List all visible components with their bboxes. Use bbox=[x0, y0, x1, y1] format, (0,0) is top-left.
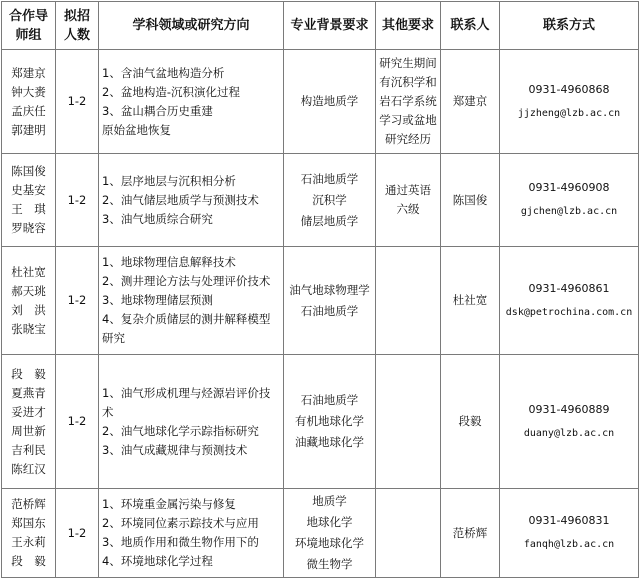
advisor-name: 陈红汉 bbox=[11, 461, 46, 476]
header-group: 合作导 师组 bbox=[2, 2, 56, 50]
advisor-name: 周世新 bbox=[11, 423, 46, 438]
table-row bbox=[2, 154, 639, 247]
other-requirements bbox=[376, 489, 441, 578]
topic-item: 2、测井理论方法与处理评价技术 bbox=[102, 274, 271, 288]
advisor-name: 段 毅 bbox=[11, 366, 46, 381]
other-item: 通过英语 bbox=[385, 183, 431, 197]
background-item: 储层地质学 bbox=[300, 213, 359, 228]
research-topics bbox=[99, 50, 284, 154]
phone-number: 0931-4960908 bbox=[528, 181, 610, 194]
advisor-name: 王 琪 bbox=[11, 202, 46, 216]
enroll-count: 1-2 bbox=[56, 489, 99, 578]
other-requirements bbox=[376, 50, 441, 154]
topic-item: 2、环境同位素示踪技术与应用 bbox=[102, 516, 259, 530]
advisor-table bbox=[1, 1, 639, 578]
topic-item: 1、油气形成机理与烃源岩评价技 bbox=[102, 385, 271, 400]
phone-number: 0931-4960868 bbox=[528, 82, 610, 96]
advisor-name: 夏燕青 bbox=[11, 385, 46, 400]
header-other: 其他要求 bbox=[376, 2, 441, 50]
background-item: 油藏地球化学 bbox=[295, 435, 364, 449]
contact-person: 段毅 bbox=[441, 355, 500, 489]
phone-number: 0931-4960861 bbox=[528, 281, 610, 295]
advisor-name: 郭建明 bbox=[11, 122, 46, 137]
contact-method bbox=[500, 50, 639, 154]
topic-item: 1、层序地层与沉积相分析 bbox=[102, 173, 236, 188]
enroll-count: 1-2 bbox=[56, 247, 99, 355]
advisor-name: 杜社宽 bbox=[11, 264, 46, 279]
table-row bbox=[2, 50, 639, 154]
background-item: 石油地质学 bbox=[300, 171, 359, 186]
advisor-group bbox=[2, 247, 56, 355]
other-item: 有沉积学和 bbox=[379, 75, 437, 89]
topic-item: 2、油气储层地质学与预测技术 bbox=[102, 192, 259, 207]
enroll-count: 1-2 bbox=[56, 355, 99, 489]
research-topics bbox=[99, 247, 284, 355]
table-row bbox=[2, 247, 639, 355]
advisor-name: 张晓宝 bbox=[11, 321, 46, 336]
enroll-count: 1-2 bbox=[56, 50, 99, 154]
topic-item: 3、地球物理储层预测 bbox=[102, 293, 213, 307]
background-item: 地球化学 bbox=[306, 515, 353, 529]
advisor-name: 段 毅 bbox=[11, 554, 46, 568]
topic-item: 3、盆山耦合历史重建 bbox=[102, 103, 213, 118]
advisor-name: 妥进才 bbox=[11, 404, 46, 419]
background-requirements bbox=[284, 489, 376, 578]
topic-item: 2、油气地球化学示踪指标研究 bbox=[102, 423, 259, 438]
table-row bbox=[2, 489, 639, 578]
header-count: 拟招 人数 bbox=[56, 2, 99, 50]
research-topics bbox=[99, 154, 284, 247]
contact-method bbox=[500, 489, 639, 578]
topic-item: 原始盆地恢复 bbox=[102, 122, 171, 137]
topic-item: 1、地球物理信息解释技术 bbox=[102, 255, 236, 269]
advisor-name: 陈国俊 bbox=[11, 164, 46, 178]
header-contact-method: 联系方式 bbox=[500, 2, 639, 50]
topic-item: 3、地质作用和微生物作用下的 bbox=[102, 535, 259, 549]
background-item: 微生物学 bbox=[306, 557, 353, 571]
topic-item: 4、环境地球化学过程 bbox=[102, 554, 213, 568]
contact-person: 杜社宽 bbox=[441, 247, 500, 355]
topic-item: 1、含油气盆地构造分析 bbox=[102, 65, 225, 80]
contact-person: 郑建京 bbox=[441, 50, 500, 154]
email-address[interactable]: duany@lzb.ac.cn bbox=[523, 427, 615, 439]
advisor-name: 史基安 bbox=[11, 183, 46, 197]
header-row bbox=[2, 2, 639, 50]
advisor-name: 吉利民 bbox=[11, 442, 46, 457]
other-item: 研究生期间 bbox=[379, 56, 437, 70]
advisor-name: 罗晓容 bbox=[11, 221, 46, 235]
email-address[interactable]: jjzheng@lzb.ac.cn bbox=[517, 107, 621, 119]
topic-item: 2、盆地构造-沉积演化过程 bbox=[102, 84, 240, 99]
advisor-group bbox=[2, 50, 56, 154]
header-field: 学科领域或研究方向 bbox=[99, 2, 284, 50]
advisor-name: 郑国东 bbox=[11, 516, 46, 530]
background-requirements bbox=[284, 355, 376, 489]
advisor-group bbox=[2, 154, 56, 247]
topic-item: 3、油气成藏规律与预测技术 bbox=[102, 442, 248, 457]
advisor-name: 郑建京 bbox=[11, 65, 46, 80]
header-background: 专业背景要求 bbox=[284, 2, 376, 50]
topic-item: 1、环境重金属污染与修复 bbox=[102, 497, 236, 511]
research-topics bbox=[99, 489, 284, 578]
contact-person: 陈国俊 bbox=[441, 154, 500, 247]
advisor-name: 郝天珧 bbox=[11, 283, 46, 298]
background-item: 油气地球物理学 bbox=[289, 282, 370, 297]
contact-method bbox=[500, 247, 639, 355]
header-contact-person: 联系人 bbox=[441, 2, 500, 50]
phone-number: 0931-4960831 bbox=[528, 514, 610, 527]
background-requirements bbox=[284, 247, 376, 355]
advisor-name: 刘 洪 bbox=[11, 302, 46, 317]
email-address[interactable]: dsk@petrochina.com.cn bbox=[505, 306, 633, 318]
other-requirements bbox=[376, 355, 441, 489]
background-item: 沉积学 bbox=[312, 192, 347, 207]
enroll-count: 1-2 bbox=[56, 154, 99, 247]
advisor-name: 孟庆任 bbox=[11, 103, 46, 118]
topic-item: 术 bbox=[102, 404, 114, 419]
background-item: 环境地球化学 bbox=[295, 536, 364, 550]
research-topics bbox=[99, 355, 284, 489]
background-requirements bbox=[284, 154, 376, 247]
advisor-group bbox=[2, 355, 56, 489]
other-item: 研究经历 bbox=[385, 132, 431, 146]
background-item: 构造地质学 bbox=[300, 94, 359, 108]
email-address[interactable]: fanqh@lzb.ac.cn bbox=[523, 539, 615, 550]
background-item: 石油地质学 bbox=[300, 393, 359, 407]
other-requirements bbox=[376, 247, 441, 355]
background-item: 地质学 bbox=[312, 494, 347, 508]
background-requirements bbox=[284, 50, 376, 154]
topic-item: 研究 bbox=[102, 331, 125, 345]
other-requirements bbox=[376, 154, 441, 247]
advisor-name: 钟大赉 bbox=[11, 84, 46, 99]
advisor-name: 王永莉 bbox=[11, 535, 46, 549]
other-item: 岩石学系统 bbox=[379, 94, 437, 108]
background-item: 有机地球化学 bbox=[295, 414, 364, 428]
table-row bbox=[2, 355, 639, 489]
phone-number: 0931-4960889 bbox=[528, 402, 610, 416]
topic-item: 4、复杂介质储层的测井解释模型 bbox=[102, 312, 271, 326]
contact-method bbox=[500, 154, 639, 247]
other-item: 学习或盆地 bbox=[379, 113, 437, 127]
other-item: 六级 bbox=[396, 202, 420, 216]
advisor-name: 范桥辉 bbox=[11, 497, 46, 511]
topic-item: 3、油气地质综合研究 bbox=[102, 211, 213, 226]
background-item: 石油地质学 bbox=[300, 303, 359, 318]
advisor-group bbox=[2, 489, 56, 578]
email-address[interactable]: gjchen@lzb.ac.cn bbox=[520, 206, 618, 217]
contact-person: 范桥辉 bbox=[441, 489, 500, 578]
contact-method bbox=[500, 355, 639, 489]
